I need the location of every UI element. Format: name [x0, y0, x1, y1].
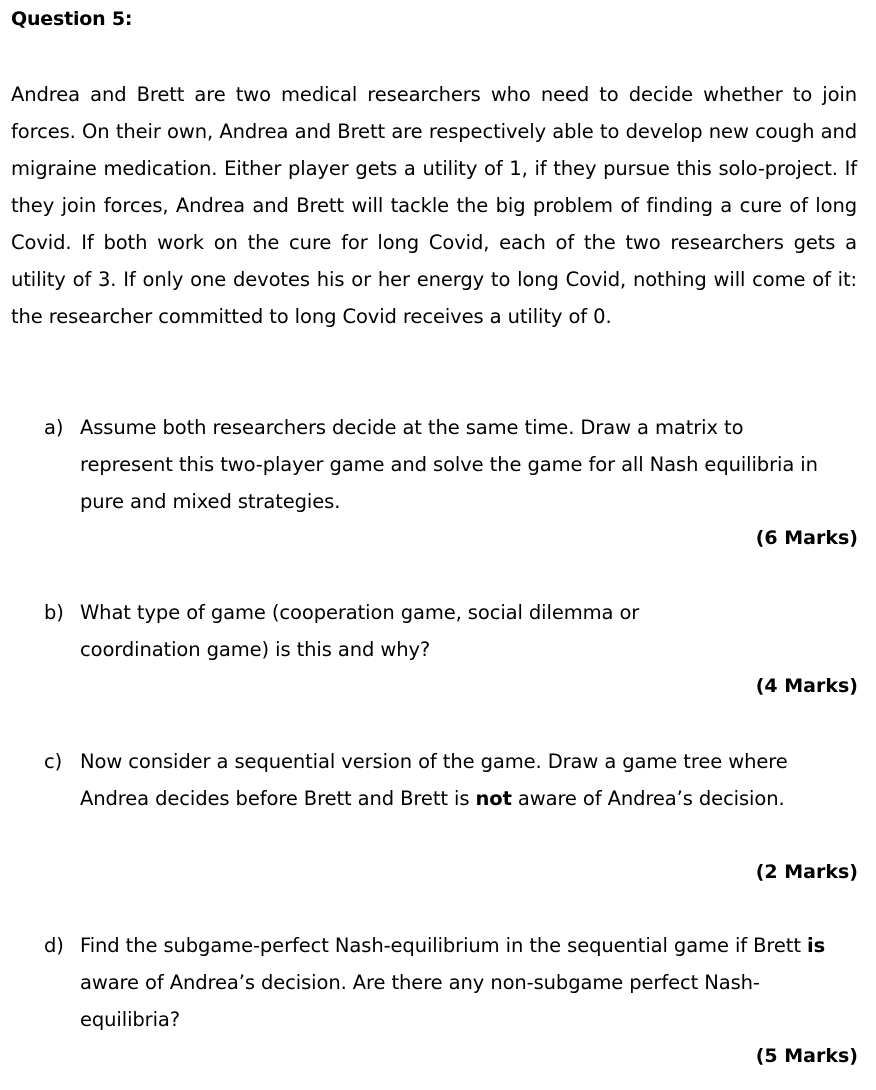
part-c-text-before: Now consider a sequential version of the game. Draw a game tree where Andrea decides before Brett and Brett is — [80, 750, 788, 810]
part-c-letter: c) — [44, 750, 63, 773]
part-a-letter: a) — [44, 416, 64, 439]
part-b-text: What type of game (cooperation game, social dilemma or coordination game) is this and why? — [80, 601, 640, 661]
part-b — [44, 594, 824, 668]
part-a — [44, 409, 824, 520]
part-c-text-bold: not — [475, 787, 512, 810]
question-heading: Question 5: — [11, 8, 133, 30]
part-d-text — [80, 927, 830, 1038]
part-b-letter: b) — [44, 601, 64, 624]
part-b-marks: (4 Marks) — [755, 675, 858, 697]
part-a-marks: (6 Marks) — [755, 527, 858, 549]
part-c-marks: (2 Marks) — [755, 861, 858, 883]
part-c — [44, 743, 824, 817]
part-d-text-before: Find the subgame-perfect Nash-equilibrium in the sequential game if Brett — [80, 934, 807, 957]
part-c-text-after: aware of Andrea’s decision. — [511, 787, 785, 810]
part-d-text-bold: is — [806, 934, 826, 957]
part-d-letter: d) — [44, 934, 64, 957]
part-c-text — [80, 743, 845, 817]
part-d — [44, 927, 824, 1038]
question-intro: Andrea and Brett are two medical researchers who need to decide whether to join forces. On their own, Andrea and Brett are respectively able to develop new cough and migraine medication. Either player gets a utility of 1, if they pursue this solo-project. If they join forces, Andrea and Brett will tackle the big problem of finding a cure of long Covid. If both work on the cure for long Covid, each of the two researchers gets a utility of 3. If only one devotes his or her energy to long Covid, nothing will come of it: the researcher committed to long Covid receives a utility of 0. — [11, 83, 857, 328]
part-d-marks: (5 Marks) — [755, 1045, 858, 1067]
part-a-text: Assume both researchers decide at the same time. Draw a matrix to represent this two-player game and solve the game for all Nash equilibria in pure and mixed strategies. — [80, 416, 818, 513]
part-d-text-after: aware of Andrea’s decision. Are there any non-subgame perfect Nash-equilibria? — [80, 971, 760, 1031]
